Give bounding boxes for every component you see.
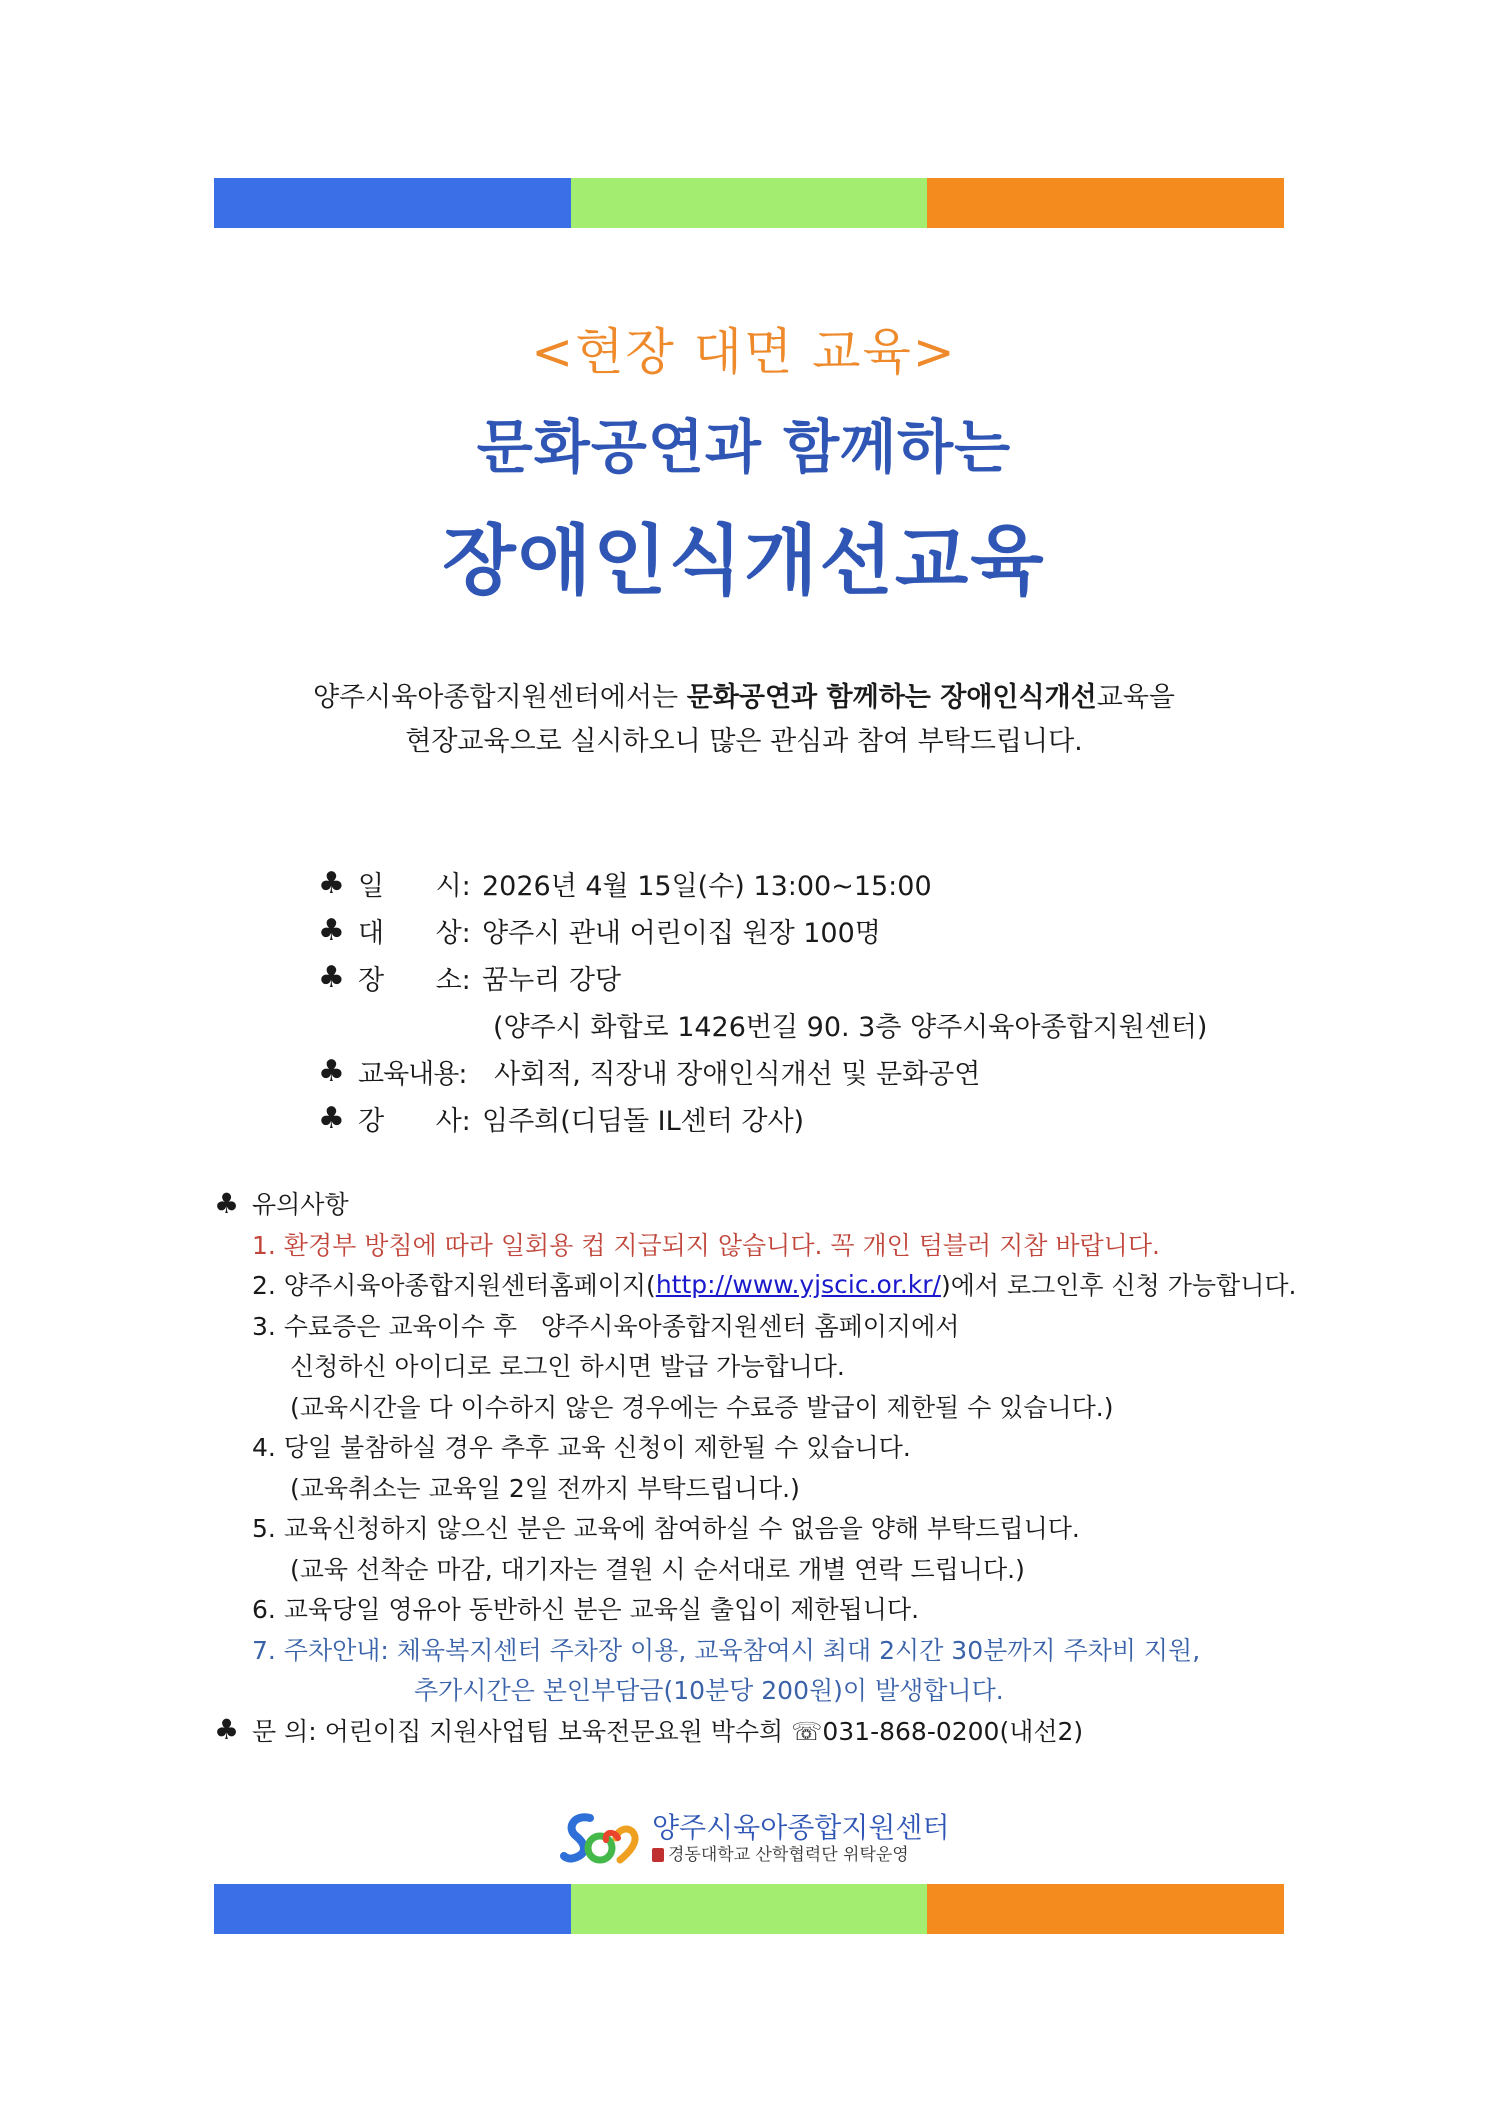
club-icon: ♣: [318, 1101, 345, 1136]
notes-heading: [214, 1183, 1296, 1224]
club-icon: ♣: [318, 913, 345, 948]
info-value: 양주시 관내 어린이집 원장 100명: [482, 918, 881, 949]
note-2: [214, 1264, 1296, 1305]
intro-line-2: 현장교육으로 실시하오니 많은 관심과 참여 부탁드립니다.: [405, 726, 1083, 757]
org-subtitle-text: 경동대학교 산학협력단 위탁운영: [668, 1845, 909, 1865]
bottom-bar-blue: [214, 1884, 571, 1934]
info-row-content: [318, 1048, 1207, 1095]
club-icon: ♣: [214, 1186, 240, 1220]
info-label: 교육내용:: [358, 1059, 467, 1090]
info-label: 강 사:: [358, 1106, 471, 1137]
note-7: 7. 주차안내: 체육복지센터 주차장 이용, 교육참여시 최대 2시간 30분까지 주차비 지원,: [252, 1635, 1201, 1665]
note-5-cont: (교육 선착순 마감, 대기자는 결원 시 순서대로 개별 연락 드립니다.): [290, 1554, 1025, 1584]
note-6: 6. 교육당일 영유아 동반하신 분은 교육실 출입이 제한됩니다.: [252, 1595, 920, 1625]
info-label: 장 소:: [358, 965, 471, 996]
top-bar-orange: [927, 178, 1284, 228]
university-seal-icon: [652, 1848, 664, 1862]
info-row-place: [318, 954, 1207, 1001]
homepage-link[interactable]: http://www.yjscic.or.kr/: [655, 1269, 941, 1299]
title-line-2: 장애인식개선교육: [442, 516, 1046, 605]
logo-text: [652, 1812, 950, 1866]
note-5: 5. 교육신청하지 않으신 분은 교육에 참여하실 수 없음을 양해 부탁드립니다.: [252, 1514, 1080, 1544]
contact-text: 문 의: 어린이집 지원사업팀 보육전문요원 박수희 ☏031-868-0200(내선2): [252, 1716, 1084, 1746]
note-4-cont: (교육취소는 교육일 2일 전까지 부탁드립니다.): [290, 1473, 800, 1503]
info-row-instructor: [318, 1095, 1207, 1142]
info-value: 2026년 4월 15일(수) 13:00~15:00: [482, 871, 932, 902]
intro-text-part: 양주시육아종합지원센터에서는: [312, 682, 687, 713]
info-value: (양주시 화합로 1426번길 90. 3층 양주시육아종합지원센터): [493, 1012, 1208, 1043]
bottom-bar-green: [571, 1884, 928, 1934]
intro-bold-text: 문화공연과 함께하는 장애인식개선: [686, 682, 1097, 713]
top-color-bar: [214, 178, 1284, 228]
info-row-date: [318, 860, 1207, 907]
info-value: 꿈누리 강당: [482, 965, 621, 996]
info-row-address: [318, 1001, 1207, 1048]
info-label: 일 시:: [358, 871, 471, 902]
event-info-list: [318, 860, 1207, 1142]
org-logo: [560, 1808, 950, 1870]
bottom-color-bar: [214, 1884, 1284, 1934]
info-label: 대 상:: [358, 918, 471, 949]
intro-line-1: [0, 676, 1488, 720]
notes-section: [214, 1183, 1296, 1750]
note-1: 1. 환경부 방침에 따라 일회용 컵 지급되지 않습니다. 꼭 개인 텀블러 지참 바랍니다.: [252, 1230, 1160, 1260]
info-row-target: [318, 907, 1207, 954]
org-name: 양주시육아종합지원센터: [652, 1811, 950, 1844]
org-subtitle: [652, 1844, 950, 1866]
bottom-bar-orange: [927, 1884, 1284, 1934]
intro-text: [0, 676, 1488, 764]
note-4: 4. 당일 불참하실 경우 추후 교육 신청이 제한될 수 있습니다.: [252, 1433, 911, 1463]
notes-heading-text: 유의사항: [252, 1190, 349, 1220]
note-text: )에서 로그인후 신청 가능합니다.: [940, 1271, 1297, 1301]
note-3-cont: 신청하신 아이디로 로그인 하시면 발급 가능합니다.: [290, 1352, 845, 1382]
contact-row: [214, 1710, 1296, 1751]
title-line-1: 문화공연과 함께하는: [476, 413, 1012, 481]
club-icon: ♣: [318, 866, 345, 901]
event-type-heading: <현장 대면 교육>: [531, 323, 957, 381]
note-3-cont: (교육시간을 다 이수하지 않은 경우에는 수료증 발급이 제한될 수 있습니다.): [290, 1392, 1114, 1422]
info-value: 사회적, 직장내 장애인식개선 및 문화공연: [494, 1059, 981, 1090]
note-3: 3. 수료증은 교육이수 후 양주시육아종합지원센터 홈페이지에서: [252, 1311, 960, 1341]
note-text: 2. 양주시육아종합지원센터홈페이지(: [252, 1271, 656, 1301]
intro-text-part: 교육을: [1096, 682, 1175, 713]
club-icon: ♣: [318, 960, 345, 995]
note-7-cont: 추가시간은 본인부담금(10분당 200원)이 발생합니다.: [414, 1676, 1004, 1706]
info-value: 임주희(디딤돌 IL센터 강사): [482, 1106, 805, 1137]
top-bar-blue: [214, 178, 571, 228]
logo-icon: [560, 1808, 644, 1870]
top-bar-green: [571, 178, 928, 228]
club-icon: ♣: [214, 1713, 240, 1747]
club-icon: ♣: [318, 1054, 345, 1089]
